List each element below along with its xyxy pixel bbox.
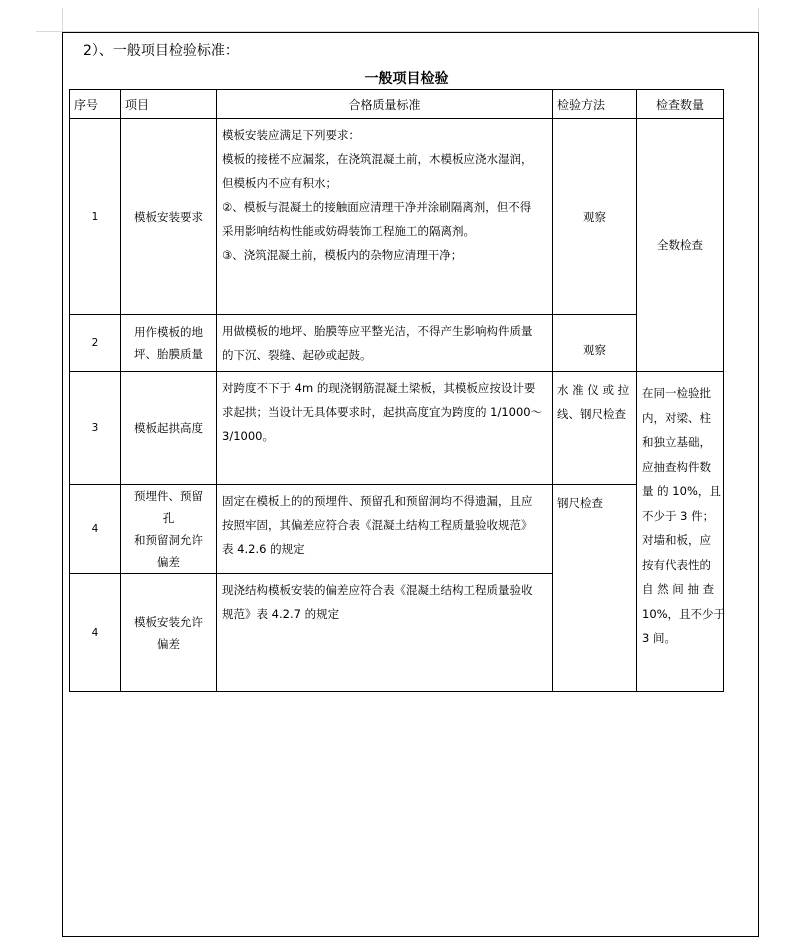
standard-line: 表 4.2.6 的规定 <box>222 542 305 556</box>
row-number: 1 <box>70 119 121 315</box>
standard-line: 采用影响结构性能或妨碍装饰工程施工的隔离剂。 <box>222 224 475 238</box>
standard-line: 用做模板的地坪、胎膜等应平整光洁，不得产生影响构件质量 <box>222 324 533 338</box>
standard-line: 3/1000。 <box>222 429 274 443</box>
row-standard <box>217 574 553 692</box>
quantity-line: 在同一检验批 <box>642 386 711 400</box>
standard-line: 模板的接槎不应漏浆，在浇筑混凝土前，木模板应浇水湿润， <box>222 152 533 166</box>
item-line: 和预留洞允许 <box>134 533 203 547</box>
item-line: 用作模板的地 <box>134 325 203 339</box>
item-line: 偏差 <box>157 636 180 651</box>
row-item <box>121 315 217 372</box>
header-method: 检验方法 <box>553 90 637 119</box>
inspection-table <box>69 89 724 692</box>
table-header-row <box>70 90 724 119</box>
row-method: 钢尺检查 <box>553 485 637 692</box>
quantity-line: 自 然 间 抽 查 <box>642 582 715 596</box>
item-line: 预埋件、预留孔 <box>134 489 203 525</box>
row-standard <box>217 119 553 315</box>
row-number: 4 <box>70 574 121 692</box>
method-line: 水 准 仪 或 拉 <box>557 383 630 397</box>
row-item <box>121 574 217 692</box>
quantity-sampling <box>637 372 724 692</box>
standard-line: 但模板内不应有积水； <box>222 176 337 190</box>
standard-line: 现浇结构模板安装的偏差应符合表《混凝土结构工程质量验收 <box>222 583 533 597</box>
standard-line: 模板安装应满足下列要求： <box>222 128 360 142</box>
row-number: 2 <box>70 315 121 372</box>
row-standard <box>217 372 553 485</box>
section-heading: 2）、一般项目检验标准： <box>83 43 239 59</box>
quantity-line: 应抽查构件数 <box>642 459 711 474</box>
table-row <box>70 119 724 315</box>
quantity-line: 量 的 10%，且 <box>642 484 721 498</box>
row-number: 4 <box>70 485 121 574</box>
header-standard: 合格质量标准 <box>217 90 553 119</box>
quantity-line: 10%，且不少于 <box>642 606 726 621</box>
header-item: 项目 <box>121 90 217 119</box>
row-item <box>121 485 217 574</box>
standard-line: 按照牢固，其偏差应符合表《混凝土结构工程质量验收规范》 <box>222 518 533 532</box>
table-title <box>0 68 793 88</box>
standard-line: 对跨度不下于 4m 的现浇钢筋混凝土梁板，其模板应按设计要 <box>222 381 536 395</box>
page-margin-guide-left <box>62 8 63 32</box>
standard-line: 求起拱；当设计无具体要求时，起拱高度宜为跨度的 1/1000～ <box>222 405 543 419</box>
table-row <box>70 485 724 574</box>
table-row <box>70 372 724 485</box>
table-title-text: 一般项目检验 <box>364 71 449 87</box>
header-seq: 序号 <box>70 90 121 119</box>
row-item: 模板安装要求 <box>121 119 217 315</box>
quantity-line: 和独立基础， <box>642 435 711 449</box>
table-row <box>70 315 724 372</box>
standard-line: 固定在模板上的的预埋件、预留孔和预留洞均不得遗漏，且应 <box>222 494 533 508</box>
header-quantity: 检查数量 <box>637 90 724 119</box>
item-line: 模板安装允许 <box>134 614 203 629</box>
row-method <box>553 372 637 485</box>
row-item: 模板起拱高度 <box>121 372 217 485</box>
row-standard <box>217 485 553 574</box>
row-number: 3 <box>70 372 121 485</box>
quantity-line: 内，对梁、柱 <box>642 410 711 425</box>
item-line: 坪、胎膜质量 <box>134 347 203 361</box>
row-method: 观察 <box>553 315 637 372</box>
row-method: 观察 <box>553 119 637 315</box>
quantity-full-check: 全数检查 <box>637 119 724 372</box>
standard-line: 的下沉、裂缝、起砂或起鼓。 <box>222 348 372 362</box>
page-margin-guide-right <box>758 8 759 32</box>
item-line: 偏差 <box>157 555 180 569</box>
quantity-line: 3 间。 <box>642 631 676 645</box>
row-standard <box>217 315 553 372</box>
method-line: 线、钢尺检查 <box>557 407 626 421</box>
standard-line: ③、浇筑混凝土前，模板内的杂物应清理干净； <box>222 248 463 262</box>
standard-line: 规范》表 4.2.7 的规定 <box>222 607 340 621</box>
quantity-line: 对墙和板，应 <box>642 533 711 547</box>
quantity-line: 按有代表性的 <box>642 557 711 572</box>
quantity-line: 不少于 3 件； <box>642 508 715 523</box>
standard-line: ②、模板与混凝土的接触面应清理干净并涂刷隔离剂，但不得 <box>222 200 532 214</box>
